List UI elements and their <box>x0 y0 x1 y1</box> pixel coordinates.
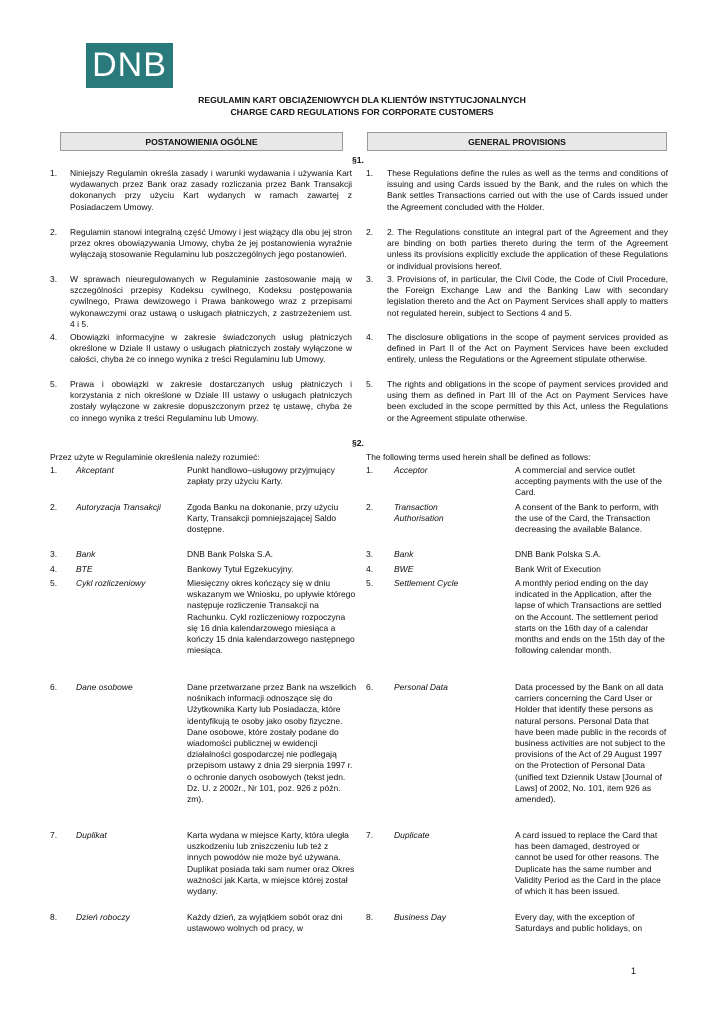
def-pl-term: Akceptant <box>76 465 114 475</box>
section-1-heading: §1. <box>352 155 364 165</box>
s1-en-num: 3. <box>366 274 374 284</box>
def-en-definition: A card issued to replace the Card that has been damaged, destroyed or cannot be used for other reasons. The Duplicate has the same number and Validity Period as the Card in the place of which it has been issued. <box>515 830 661 897</box>
s1-pl-num: 4. <box>50 332 58 342</box>
def-pl-num: 8. <box>50 912 58 922</box>
s1-pl-text: Prawa i obowiązki w zakresie dostarczanych usług płatniczych i korzystania z nich określone w Dziale III ustawy o usługach płatniczych zostały wyłączone w zakresie dopuszczonym przez tę ustawę, chyba że co innego wynika z treści Regulaminu lub Umowy. <box>70 379 352 423</box>
def-en-num: 3. <box>366 549 374 559</box>
s1-pl-text: Obowiązki informacyjne w zakresie świadczonych usług płatniczych określone w Dziale II ustawy o usługach płatniczych zostały wyłączone w całości, chyba że co innego wynika z treści Regulaminu lub Umowy. <box>70 332 352 365</box>
s1-en-text: 3. Provisions of, in particular, the Civil Code, the Code of Civil Procedure, the Foreign Exchange Law and the Banking Law with secondary legislation thereto and the Act on Payment Services shall apply to matters not regulated herein, subject to Sections 4 and 5. <box>387 274 668 318</box>
def-en-num: 6. <box>366 682 374 692</box>
def-en-num: 8. <box>366 912 374 922</box>
def-pl-definition: Karta wydana w miejsce Karty, która uległa uszkodzeniu lub zniszczeniu lub też z innych powodów nie może być używana. Duplikat posiada taki sam numer oraz Okres ważności jak Karta, w miejsce której został wydany. <box>187 830 355 897</box>
s1-pl-text: W sprawach nieuregulowanych w Regulaminie zastosowanie mają w szczególności przepisy Kodeksu cywilnego, Kodeksu postępowania cywilnego, Prawa dewizowego i Prawa bankowego wraz z przepisami wykonawczymi oraz ustawą o usługach płatniczych, z zastrzeżeniem ust. 4 i 5. <box>70 274 352 329</box>
header-en-label: GENERAL PROVISIONS <box>468 136 566 147</box>
def-pl-definition: Miesięczny okres kończący się w dniu wskazanym we Wniosku, po upływie którego następuje rozliczenie Transakcji na Rachunku. Cykl rozliczeniowy rozpoczyna się 16 dnia kalendarzowego miesiąca a kończy 15 dnia kalendarzowego następnego miesiąca. <box>187 578 356 656</box>
def-en-definition: Data processed by the Bank on all data carriers concerning the Card User or Holder that identify these persons as natural persons. Personal Data that have been made public in the records of business activities are not subject to the provisions of the Act of 29 August 1997 on the Protection of Personal Data (unified text Dziennik Ustaw [Journal of Laws] of 2002, No. 101, item 926 as amended). <box>515 682 667 805</box>
s1-en-num: 5. <box>366 379 374 389</box>
def-pl-definition: Dane przetwarzane przez Bank na wszelkich nośnikach informacji odnoszące się do Użytkownika Karty lub Posiadacza, które identyfikują te osoby jako osoby fizyczne. Dane osobowe, które zostały podane do wiadomości publicznej w ewidencji działalności gospodarczej nie podlegają przepisom ustawy z dnia 29 sierpnia 1997 r. o ochronie danych osobowych (tekst jedn. Dz. U. z 2002r., Nr 101, poz. 926 z późn. zm). <box>187 682 357 805</box>
page-number: 1 <box>631 966 637 976</box>
def-pl-num: 1. <box>50 465 58 475</box>
def-pl-num: 7. <box>50 830 58 840</box>
s1-en-text: 2. The Regulations constitute an integral part of the Agreement and they are binding on both parties thereto during the term of the Agreement unless its provisions explicitly exclude the application of these Regulations or individual provisions hereof. <box>387 227 668 271</box>
def-en-definition: A commercial and service outlet accepting payments with the use of the Card. <box>515 465 662 498</box>
s1-pl-num: 3. <box>50 274 58 284</box>
s1-en-num: 2. <box>366 227 374 237</box>
s1-pl-num: 2. <box>50 227 58 237</box>
title-pl: REGULAMIN KART OBCIĄŻENIOWYCH DLA KLIENTÓW INSTYTUCJONALNYCH <box>198 95 526 105</box>
def-en-term: Acceptor <box>394 465 428 475</box>
def-pl-term: Bank <box>76 549 96 559</box>
header-general-provisions-pl <box>60 132 343 151</box>
def-en-term: Personal Data <box>394 682 448 692</box>
def-pl-term: Dane osobowe <box>76 682 133 692</box>
def-en-term: Transaction Authorisation <box>394 502 444 524</box>
def-pl-definition: Bankowy Tytuł Egzekucyjny. <box>187 564 294 574</box>
def-en-definition: A monthly period ending on the day indicated in the Application, after the lapse of which Transactions are settled on the Account. The settlement period starts on the 16th day of a calendar months and ends on the 15th day of the following calendar month. <box>515 578 665 656</box>
def-en-term: Settlement Cycle <box>394 578 459 588</box>
def-pl-num: 2. <box>50 502 58 512</box>
def-pl-term: Cykl rozliczeniowy <box>76 578 146 588</box>
s2-pl-intro: Przez użyte w Regulaminie określenia należy rozumieć: <box>50 452 260 462</box>
s1-en-text: These Regulations define the rules as well as the terms and conditions of issuing and using Cards issued by the Bank, and the rules on which the Bank settles Transactions carried out with the use of Cards issued under the Agreement concluded with the Holder. <box>387 168 668 212</box>
title-en: CHARGE CARD REGULATIONS FOR CORPORATE CUSTOMERS <box>230 107 494 117</box>
def-en-num: 7. <box>366 830 374 840</box>
header-general-provisions-en <box>367 132 667 151</box>
def-en-term: BWE <box>394 564 414 574</box>
def-en-definition: Bank Writ of Execution <box>515 564 601 574</box>
def-pl-definition: Punkt handlowo–usługowy przyjmujący zapłaty przy użyciu Karty. <box>187 465 335 487</box>
def-pl-num: 4. <box>50 564 58 574</box>
def-pl-num: 6. <box>50 682 58 692</box>
section-2-heading: §2. <box>352 438 364 448</box>
s1-en-text: The disclosure obligations in the scope of payment services provided as defined in Part II of the Act on Payment Services have been excluded entirely, unless the Regulations or the Agreement stipulate otherwise. <box>387 332 668 365</box>
s1-pl-text: Regulamin stanowi integralną część Umowy i jest wiążący dla obu jej stron przez okres obowiązywania Umowy, chyba że jej postanowienia wyraźnie wyłączają stosowanie Regulaminu lub poszczególnych jego postanowień. <box>70 227 352 260</box>
def-en-num: 2. <box>366 502 374 512</box>
def-en-definition: DNB Bank Polska S.A. <box>515 549 601 559</box>
s1-pl-text: Niniejszy Regulamin określa zasady i warunki wydawania i używania Kart wydawanych przez Bank oraz zasady rozliczania przez Bank Transakcji dokonanych przy użyciu Kart wydanych w ramach zawartej z Posiadaczem Umowy. <box>70 168 352 212</box>
s1-en-num: 1. <box>366 168 374 178</box>
def-pl-definition: Zgoda Banku na dokonanie, przy użyciu Karty, Transakcji pomniejszającej Saldo dostępne. <box>187 502 339 535</box>
def-en-term: Bank <box>394 549 414 559</box>
s2-en-intro: The following terms used herein shall be defined as follows: <box>366 452 591 462</box>
def-en-num: 5. <box>366 578 374 588</box>
def-en-term: Business Day <box>394 912 446 922</box>
def-pl-term: Dzień roboczy <box>76 912 130 922</box>
def-en-term: Duplicate <box>394 830 430 840</box>
def-en-num: 1. <box>366 465 374 475</box>
s1-pl-num: 5. <box>50 379 58 389</box>
logo-text: DNB <box>92 46 167 84</box>
header-pl-label: POSTANOWIENIA OGÓLNE <box>145 136 258 147</box>
def-en-definition: Every day, with the exception of Saturdays and public holidays, on <box>515 912 643 934</box>
def-pl-num: 3. <box>50 549 58 559</box>
def-pl-num: 5. <box>50 578 58 588</box>
def-en-definition: A consent of the Bank to perform, with the use of the Card, the Transaction decreasing the available Balance. <box>515 502 659 535</box>
s1-pl-num: 1. <box>50 168 58 178</box>
s1-en-num: 4. <box>366 332 374 342</box>
def-pl-term: BTE <box>76 564 93 574</box>
def-pl-definition: Każdy dzień, za wyjątkiem sobót oraz dni ustawowo wolnych od pracy, w <box>187 912 343 934</box>
def-pl-term: Duplikat <box>76 830 107 840</box>
dnb-logo <box>86 43 173 88</box>
def-pl-definition: DNB Bank Polska S.A. <box>187 549 273 559</box>
def-pl-term: Autoryzacja Transakcji <box>76 502 161 512</box>
s1-en-text: The rights and obligations in the scope of payment services provided and using them as defined in Part III of the Act on Payment Services have been excluded in the scope permitted by this Act, unless the Regulations or the Agreement stipulate otherwise. <box>387 379 668 423</box>
def-en-num: 4. <box>366 564 374 574</box>
